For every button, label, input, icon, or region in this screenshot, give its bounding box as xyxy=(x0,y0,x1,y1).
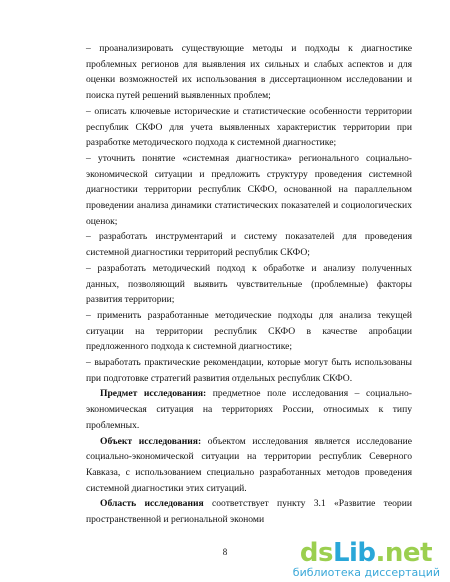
list-item: – разработать инструментарий и систему показателей для проведения системной диагностики территорий республик СКФО; xyxy=(86,231,412,259)
object-paragraph xyxy=(86,434,412,497)
list-item: – разработать методический подход к обработке и анализу полученных данных, позволяющий выявить чувствительные (проблемные) факторы развития территории; xyxy=(86,262,412,306)
watermark-logo: dsLib.net xyxy=(299,538,432,568)
subject-label: Предмет исследования: xyxy=(100,388,207,400)
subject-text: предметное поле исследования – социально-экономическая ситуация на территориях России, относимых к типу проблемных. xyxy=(86,388,412,431)
watermark-subtitle: библиотека диссертаций xyxy=(292,566,440,579)
list-item: – описать ключевые исторические и статистические особенности территории республик СКФО для учета выявленных характеристик территории при разработке методического подхода к системной диагностике; xyxy=(86,105,412,149)
object-label: Объект исследования: xyxy=(100,435,202,447)
list-item: – уточнить понятие «системная диагностика» регионального социально-экономической ситуации и предложить структуру проведения системной диагностики территории республик СКФО, основанной на параллельном проведении анализа динамики статистических показателей и социологических оценок; xyxy=(86,152,412,227)
subject-paragraph xyxy=(86,386,412,433)
field-label: Область исследования xyxy=(100,498,204,510)
field-text: соответствует пункту 3.1 «Развитие теории пространственной и региональной экономи xyxy=(86,498,412,526)
list-item: – применить разработанные методические подходы для анализа текущей ситуации на территории республик СКФО в качестве апробации предложенного подхода к системной диагностике; xyxy=(86,309,412,353)
list-item: – проанализировать существующие методы и подходы к диагностике проблемных регионов для выявления их сильных и слабых аспектов и для оценки возможностей их использования в диссертационном исследовании и поиска путей решений выявленных проблем; xyxy=(86,43,412,102)
object-text: объектом исследования является исследование социально-экономической ситуации на территории республик Северного Кавказа, с использованием специально разработанных методов проведения системной диагностики этих ситуаций. xyxy=(86,435,412,494)
body-text xyxy=(86,41,412,528)
list-item: – выработать практические рекомендации, которые могут быть использованы при подготовке стратегий развития отдельных республик СКФО. xyxy=(86,357,412,384)
dslib-watermark xyxy=(290,538,440,578)
field-paragraph xyxy=(86,496,412,527)
page-number: 8 xyxy=(222,547,228,557)
